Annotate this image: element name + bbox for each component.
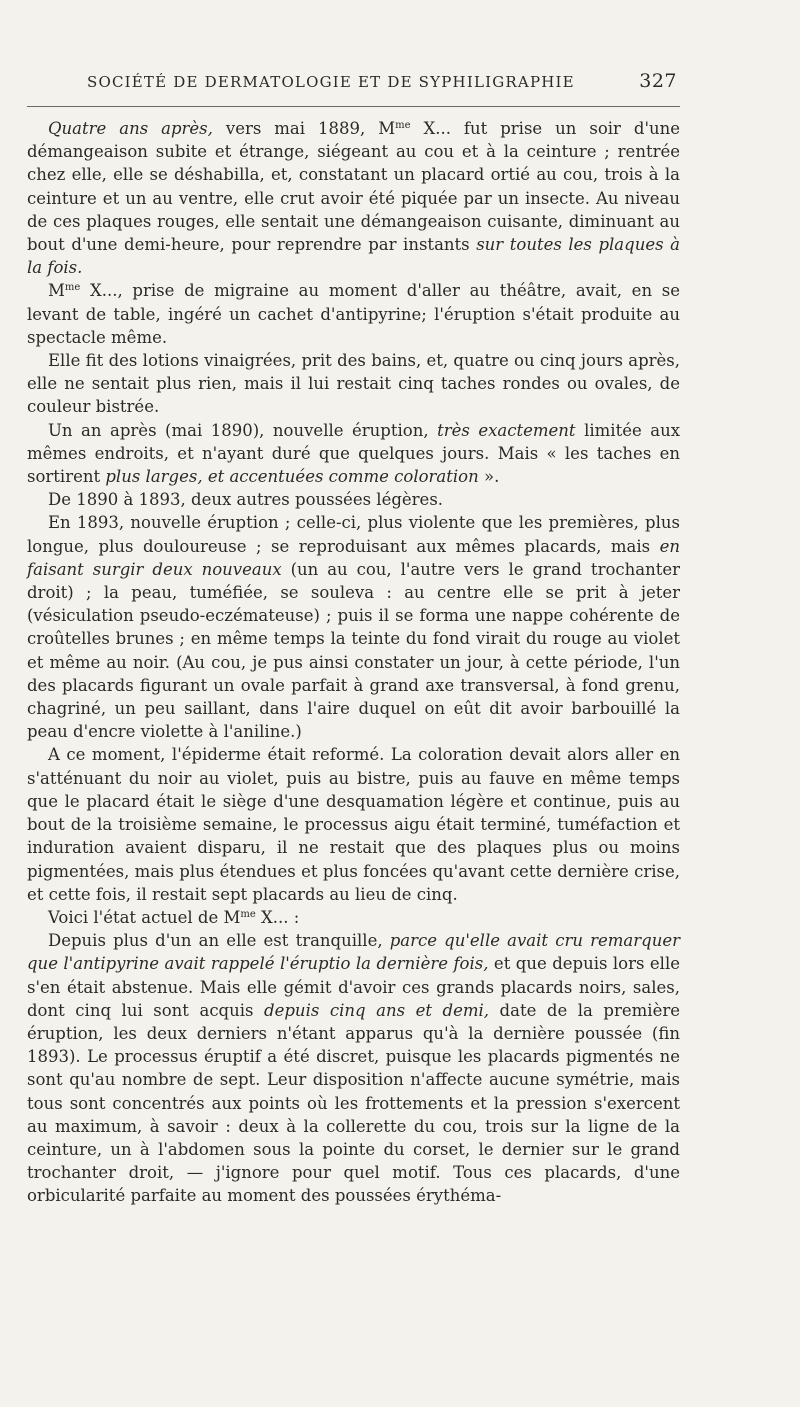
text-run: Un an après (mai 1890), nouvelle éruption, xyxy=(48,420,438,440)
paragraph xyxy=(27,117,680,279)
text-run: M xyxy=(48,281,65,301)
text-run: et que depuis lors elle s'en était abstenue. Mais elle gémit d'avoir ces grands placards noirs, sales, dont cinq lui sont acquis xyxy=(27,954,681,1020)
italic-text: depuis cinq ans et demi, xyxy=(264,1000,490,1020)
text-run: vers mai 1889, M xyxy=(212,119,396,138)
text-run: date de la première éruption, les deux derniers n'étant apparus qu'à la dernière poussée (fin 1893). Le processus éruptif a été discret, puisque les placards pigmentés ne sont qu'au nombre de sept. Leur disposition n'affecte aucune symétrie, mais tous sont concentrés aux points où les frottements et la pression s'exercent au maximum, à savoir : deux à la collerette du cou, trois sur la ligne de la ceinture, un à l'abdomen sous la pointe du corset, le dernier sur le grand trochanter droit, — j'ignore pour quel motif. Tous ces placards, d'une orbicularité parfaite au moment des poussées érythéma- xyxy=(27,1000,680,1206)
text-run: limitée aux mêmes endroits, et n'ayant duré que quelques jours. Mais « les taches en sortirent xyxy=(27,420,680,487)
text-run: A ce moment, l'épiderme était reformé. La coloration devait alors aller en s'atténuant du noir au violet, puis au bistre, puis au fauve en même temps que le placard était le siège d'une desquamation légère et continue, puis au bout de la troisième semaine, le processus aigu était terminé, tuméfaction et induration avaient disparu, il ne restait que des plaques plus ou moins pigmentées, mais plus étendues et plus foncées qu'avant cette dernière crise, et cette fois, il restait sept placards au lieu de cinq. xyxy=(27,745,680,904)
superscript-text: me xyxy=(240,908,256,920)
text-run: Elle fit des lotions vinaigrées, prit des bains, et, quatre ou cinq jours après, elle ne sentait plus rien, mais il lui restait cinq taches rondes ou ovales, de couleur bistrée. xyxy=(27,351,680,417)
italic-text: Quatre ans après, xyxy=(48,119,213,138)
paragraph xyxy=(27,419,680,489)
italic-text: en faisant surgir deux nouveaux xyxy=(27,536,680,579)
paragraph xyxy=(27,488,680,511)
page-number: 327 xyxy=(639,70,677,92)
superscript-text: me xyxy=(64,282,81,294)
body-text xyxy=(27,117,680,1208)
italic-text: sur toutes les plaques à la fois. xyxy=(27,235,680,278)
paragraph xyxy=(27,279,680,349)
text-run: X... fut prise un soir d'une démangeaison subite et étrange, siégeant au cou et à la ceinture ; rentrée chez elle, elle se déshabilla, et, constatant un placard ortié au cou, trois à la ceinture et un au ventre, elle crut avoir été piquée par un insecte. Au niveau de ces plaques rouges, elle sentait une démangeaison cuisante, diminuant au bout d'une demi-heure, pour reprendre par instants xyxy=(27,119,681,255)
italic-text: plus larges, et accentuées comme coloration xyxy=(105,467,479,487)
superscript-text: me xyxy=(395,120,411,131)
text-run: ». xyxy=(478,467,500,487)
italic-text: parce qu'elle avait cru remarquer que l'antipyrine avait rappelé l'éruptio la dernière fois, xyxy=(27,931,680,974)
document-page xyxy=(27,70,680,1208)
text-run: X..., prise de migraine au moment d'aller au théâtre, avait, en se levant de table, ingéré un cachet d'antipyrine; l'éruption s'était produite au spectacle même. xyxy=(27,281,680,347)
text-run: Voici l'état actuel de M xyxy=(48,907,241,927)
text-run: (un au cou, l'autre vers le grand trochanter droit) ; la peau, tuméfiée, se souleva : au centre elle se prit à jeter (vésiculation pseudo-eczémateuse) ; puis il se forma une nappe cohérente de croûtelles brunes ; en même temps la teinte du fond virait du rouge au violet et même au noir. (Au cou, je pus ainsi constater un jour, à cette période, l'un des placards figurant un ovale parfait à grand axe transversal, à fond grenu, chagriné, un peu saillant, dans l'aire duquel on eût dit avoir barbouillé la peau d'encre violette à l'aniline.) xyxy=(27,559,680,742)
paragraph xyxy=(27,349,680,419)
italic-text: très exactement xyxy=(437,420,576,440)
paragraph xyxy=(27,511,680,743)
paragraph xyxy=(27,929,680,1207)
text-run: En 1893, nouvelle éruption ; celle-ci, plus violente que les premières, plus longue, plus douloureuse ; se reproduisant aux mêmes placards, mais xyxy=(27,513,680,556)
page-header xyxy=(27,70,680,107)
running-title: SOCIÉTÉ DE DERMATOLOGIE ET DE SYPHILIGRAPHIE xyxy=(87,73,575,91)
text-run: De 1890 à 1893, deux autres poussées légères. xyxy=(48,490,444,510)
paragraph xyxy=(27,743,680,905)
text-run: X... : xyxy=(255,907,300,927)
text-run: Depuis plus d'un an elle est tranquille, xyxy=(48,931,390,951)
paragraph xyxy=(27,906,680,929)
